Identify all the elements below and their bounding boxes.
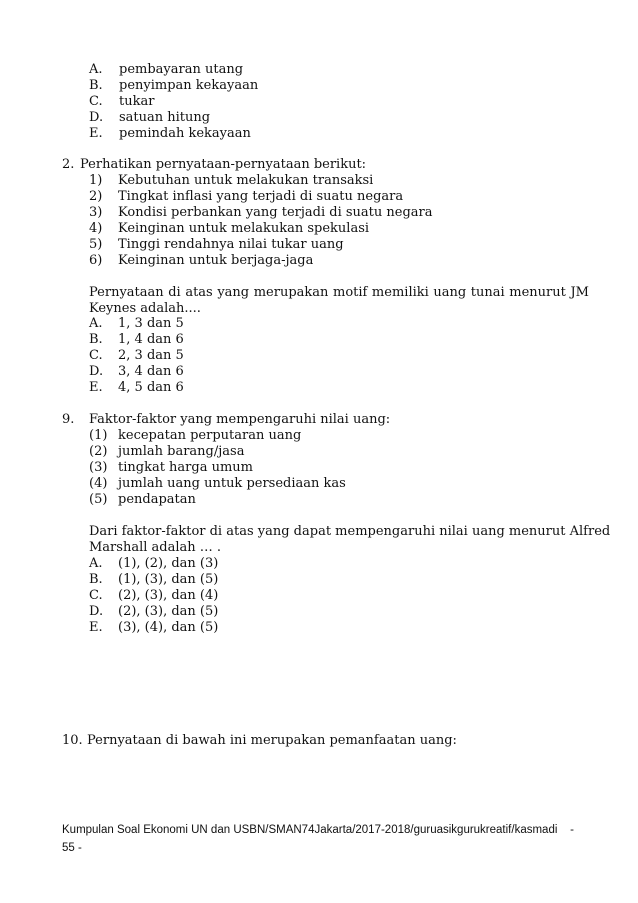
statement-label: 5) <box>89 237 103 252</box>
statement-text: Tingkat inflasi yang terjadi di suatu negara <box>118 189 404 204</box>
option-text: 1, 4 dan 6 <box>118 332 184 347</box>
statement-label: 3) <box>89 205 103 220</box>
option-label: C. <box>89 94 103 109</box>
option-text: satuan hitung <box>119 110 211 125</box>
statement-text: jumlah barang/jasa <box>118 444 245 459</box>
option-text: 1, 3 dan 5 <box>118 316 184 331</box>
option-label: C. <box>89 348 103 363</box>
option-label: D. <box>89 604 104 619</box>
statement-label: 4) <box>89 221 103 236</box>
statement-text: tingkat harga umum <box>118 460 254 475</box>
option-label: D. <box>89 364 104 379</box>
statement-label: 2) <box>89 189 103 204</box>
option-text: 4, 5 dan 6 <box>118 380 184 395</box>
option-text: (1), (3), dan (5) <box>118 572 219 587</box>
statement-label: 1) <box>89 173 103 188</box>
statement-text: jumlah uang untuk persediaan kas <box>118 476 346 491</box>
option-text: (2), (3), dan (4) <box>118 588 219 603</box>
option-label: B. <box>89 572 103 587</box>
question-text: Faktor-faktor yang mempengaruhi nilai uang: <box>89 412 391 427</box>
option-label: D. <box>89 110 104 125</box>
option-label: E. <box>89 126 103 141</box>
option-label: A. <box>89 556 103 571</box>
option-label: E. <box>89 380 103 395</box>
option-text: pemindah kekayaan <box>119 126 251 141</box>
q2-prompt: Pernyataan di atas yang merupakan motif memiliki uang tunai menurut JM Keynes adalah.... <box>89 285 589 316</box>
option-label: B. <box>89 78 103 93</box>
statement-label: (1) <box>89 428 108 443</box>
question-number: 9. <box>62 412 75 427</box>
footer-dash: - <box>570 824 574 836</box>
q9-prompt-line-2: Marshall adalah … . <box>89 540 222 555</box>
option-text: (2), (3), dan (5) <box>118 604 219 619</box>
option-label: A. <box>89 316 103 331</box>
page-footer <box>62 821 574 839</box>
question-number: 2. <box>62 157 75 172</box>
statement-text: Tinggi rendahnya nilai tukar uang <box>118 237 344 252</box>
option-label: B. <box>89 332 103 347</box>
option-text: (3), (4), dan (5) <box>118 620 219 635</box>
statement-text: Keinginan untuk melakukan spekulasi <box>118 221 370 236</box>
option-label: E. <box>89 620 103 635</box>
statement-text: Kebutuhan untuk melakukan transaksi <box>118 173 374 188</box>
option-text: (1), (2), dan (3) <box>118 556 219 571</box>
question-text: Perhatikan pernyataan-pernyataan berikut: <box>80 157 367 172</box>
option-text: tukar <box>119 94 155 109</box>
option-text: 2, 3 dan 5 <box>118 348 184 363</box>
footer-source: Kumpulan Soal Ekonomi UN dan USBN/SMAN74Jakarta/2017-2018/guruasikgurukreatif/kasmadi <box>62 824 558 836</box>
statement-label: (2) <box>89 444 108 459</box>
q9-prompt-line-1: Dari faktor-faktor di atas yang dapat mempengaruhi nilai uang menurut Alfred <box>89 524 611 539</box>
statement-text: pendapatan <box>118 492 196 507</box>
statement-label: (3) <box>89 460 108 475</box>
statement-label: 6) <box>89 253 103 268</box>
page-number: 55 - <box>62 842 82 854</box>
statement-text: Kondisi perbankan yang terjadi di suatu negara <box>118 205 433 220</box>
option-text: 3, 4 dan 6 <box>118 364 184 379</box>
statement-label: (4) <box>89 476 108 491</box>
question-number: 10. <box>62 733 83 748</box>
option-text: penyimpan kekayaan <box>119 78 259 93</box>
option-label: A. <box>89 62 103 77</box>
statement-label: (5) <box>89 492 108 507</box>
statement-text: kecepatan perputaran uang <box>118 428 302 443</box>
option-text: pembayaran utang <box>119 62 244 77</box>
statement-text: Keinginan untuk berjaga-jaga <box>118 253 314 268</box>
option-label: C. <box>89 588 103 603</box>
question-text: Pernyataan di bawah ini merupakan pemanfaatan uang: <box>87 733 457 748</box>
